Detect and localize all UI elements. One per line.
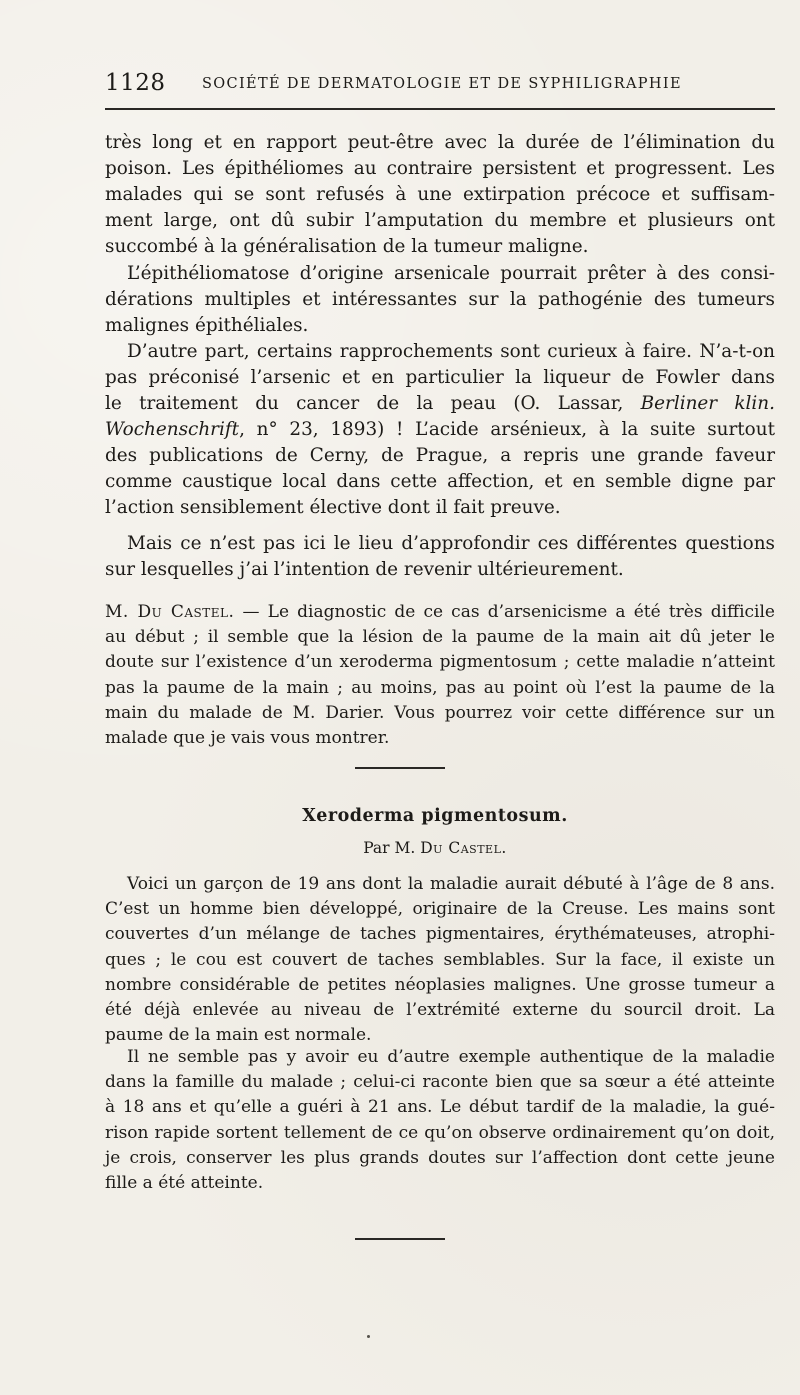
text-line: comme caustique local dans cette affection, et en semble digne par: [105, 471, 775, 493]
text-line: succombé à la généralisation de la tumeur maligne.: [105, 236, 589, 258]
speaker-name: M. Du Castel.: [105, 602, 235, 622]
text-line: D’autre part, certains rapprochements sont curieux à faire. N’a-t-on: [127, 340, 775, 362]
text-line: dérations multiples et intéressantes sur la pathogénie des tumeurs: [105, 288, 775, 310]
text-segment: — Le diagnostic de ce cas d’arsenicisme a été très difficile: [234, 602, 775, 622]
text-line: des publications de Cerny, de Prague, a repris une grande faveur: [105, 445, 775, 467]
text-line: Voici un garçon de 19 ans dont la maladie aurait débuté à l’âge de 8 ans.: [127, 874, 775, 894]
text-line: nombre considérable de petites néoplasies malignes. Une grosse tumeur a: [105, 974, 775, 995]
discussion-remark: [105, 600, 775, 751]
print-speck: [367, 1335, 370, 1338]
text-line: sur lesquelles j’ai l’intention de revenir ultérieurement.: [105, 559, 624, 581]
section-byline: [0, 837, 800, 859]
paragraph-rapprochements: [105, 339, 775, 522]
paragraph-continuation: [105, 130, 775, 260]
text-line: malades qui se sont refusés à une extirpation précoce et suffisam-: [105, 184, 775, 206]
text-line: ques ; le cou est couvert de taches semblables. Sur la face, il existe un: [105, 949, 775, 970]
text-line: L’épithéliomatose d’origine arsenicale pourrait prêter à des consi-: [127, 262, 775, 284]
section-title: Xeroderma pigmentosum.: [302, 806, 568, 826]
text-line: malade que je vais vous montrer.: [105, 727, 390, 748]
paragraph-epitheliomatose: [105, 261, 775, 339]
byline-author: Du Castel.: [420, 839, 507, 857]
case-description: [105, 872, 775, 1048]
text-line: Il ne semble pas y avoir eu d’autre exemple authentique de la maladie: [127, 1047, 775, 1067]
text-line: pas la paume de la main ; au moins, pas au point où l’est la paume de la: [105, 677, 775, 698]
text-line: été déjà enlevée au niveau de l’extrémité externe du sourcil droit. La: [105, 999, 775, 1020]
text-line: doute sur l’existence d’un xeroderma pigmentosum ; cette maladie n’atteint: [105, 652, 775, 673]
text-line: [105, 391, 775, 417]
text-segment: , n° 23, 1893) ! L’acide arsénieux, à la suite surtout: [239, 419, 775, 441]
text-line: fille a été atteinte.: [105, 1172, 264, 1193]
text-line: ment large, ont dû subir l’amputation du membre et plusieurs ont: [105, 210, 775, 232]
text-line: malignes épithéliales.: [105, 314, 309, 336]
paragraph-conclusion: [105, 531, 775, 583]
text-line: l’action sensiblement élective dont il fait preuve.: [105, 497, 561, 519]
text-line: [105, 417, 775, 443]
text-line: Mais ce n’est pas ici le lieu d’approfondir ces différentes questions: [127, 533, 775, 554]
end-divider: [355, 1238, 445, 1240]
text-line: paume de la main est normale.: [105, 1025, 372, 1046]
text-line: couvertes d’un mélange de taches pigmentaires, érythémateuses, atrophi-: [105, 924, 775, 945]
text-line: [105, 600, 775, 625]
case-family-history: [105, 1045, 775, 1196]
text-line: poison. Les épithéliomes au contraire persistent et progressent. Les: [105, 158, 775, 180]
header-rule: [105, 108, 775, 110]
page-number: 1128: [105, 70, 166, 96]
text-line: pas préconisé l’arsenic et en particulier la liqueur de Fowler dans: [105, 366, 775, 388]
text-line: C’est un homme bien développé, originaire de la Creuse. Les mains sont: [105, 899, 775, 920]
byline-prefix: Par M.: [363, 839, 421, 857]
journal-title-cont: Wochenschrift: [105, 419, 240, 441]
text-line: main du malade de M. Darier. Vous pourrez voir cette différence sur un: [105, 702, 775, 723]
text-line: au début ; il semble que la lésion de la paume de la main ait dû jeter le: [105, 627, 775, 648]
journal-title: Berliner klin.: [640, 392, 775, 414]
text-line: à 18 ans et qu’elle a guéri à 21 ans. Le début tardif de la maladie, la gué-: [105, 1097, 775, 1118]
section-divider: [355, 767, 445, 769]
page-header: [105, 70, 775, 98]
text-line: rison rapide sortent tellement de ce qu’on observe ordinairement qu’on doit,: [105, 1122, 775, 1143]
text-line: dans la famille du malade ; celui-ci raconte bien que sa sœur a été atteinte: [105, 1072, 775, 1093]
text-line: je crois, conserver les plus grands doutes sur l’affection dont cette jeune: [105, 1147, 775, 1168]
running-title: SOCIÉTÉ DE DERMATOLOGIE ET DE SYPHILIGRAPHIE: [202, 76, 682, 92]
text-line: très long et en rapport peut-être avec la durée de l’élimination du: [105, 132, 775, 153]
text-segment: le traitement du cancer de la peau (O. Lassar,: [105, 392, 641, 414]
